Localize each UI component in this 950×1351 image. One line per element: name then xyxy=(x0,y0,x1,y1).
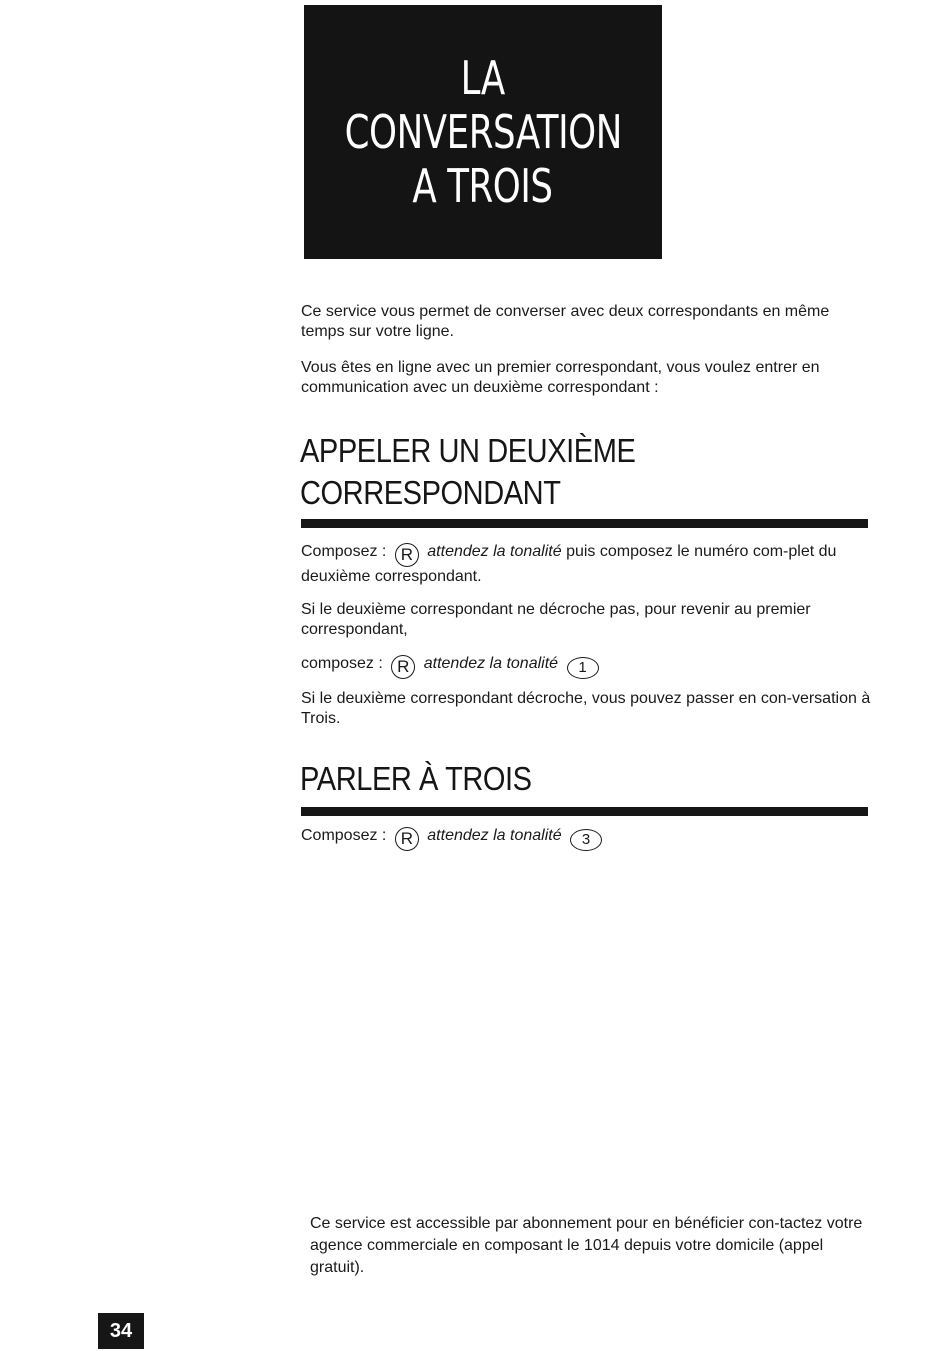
section-heading-three-way: PARLER À TROIS xyxy=(300,760,532,797)
step-dial-second-suffix: puis composez le numéro com-plet du deuxième correspondant. xyxy=(301,543,837,585)
subscription-note: Ce service est accessible par abonnement pour en bénéficier con-tactez votre agence commerciale en composant le 1014 depuis votre domicile (appel gratuit). xyxy=(310,1215,863,1276)
digit-3-key-icon: 3 xyxy=(570,829,602,851)
r-key-icon: R xyxy=(391,655,415,679)
step-dial-second-prefix: Composez : xyxy=(301,543,387,560)
intro-paragraph-2: Vous êtes en ligne avec un premier correspondant, vous voulez entrer en communication avec un deuxième correspondant : xyxy=(301,359,820,396)
step-three-way-wait: attendez la tonalité xyxy=(427,827,562,844)
step-return-first-prefix: composez : xyxy=(301,655,383,672)
answer-paragraph: Si le deuxième correspondant décroche, vous pouvez passer en con-versation à Trois. xyxy=(301,690,871,727)
digit-1-key-icon: 1 xyxy=(567,657,599,679)
page-number: 34 xyxy=(98,1313,144,1349)
step-return-first-wait: attendez la tonalité xyxy=(423,655,559,672)
intro-paragraph-1: Ce service vous permet de converser avec deux correspondants en même temps sur votre ligne. xyxy=(301,303,830,340)
section-heading-call-second-line-1: APPELER UN DEUXIÈME xyxy=(300,432,636,469)
step-dial-second xyxy=(301,542,871,587)
section-rule-1 xyxy=(301,519,868,528)
chapter-title-line-2: CONVERSATION xyxy=(344,105,622,159)
r-key-icon: R xyxy=(395,543,419,567)
r-key-icon: R xyxy=(395,827,419,851)
chapter-title-line-1: LA xyxy=(460,51,506,105)
step-return-first xyxy=(301,654,871,679)
chapter-title-box xyxy=(304,5,662,259)
section-heading-call-second-line-2: CORRESPONDANT xyxy=(300,474,561,511)
no-answer-paragraph: Si le deuxième correspondant ne décroche pas, pour revenir au premier correspondant, xyxy=(301,601,811,638)
chapter-title-line-3: A TROIS xyxy=(412,159,554,213)
step-dial-second-wait: attendez la tonalité xyxy=(427,543,562,560)
step-three-way xyxy=(301,826,871,851)
section-rule-2 xyxy=(301,807,868,816)
step-three-way-prefix: Composez : xyxy=(301,827,387,844)
section-heading-call-second xyxy=(300,430,635,514)
